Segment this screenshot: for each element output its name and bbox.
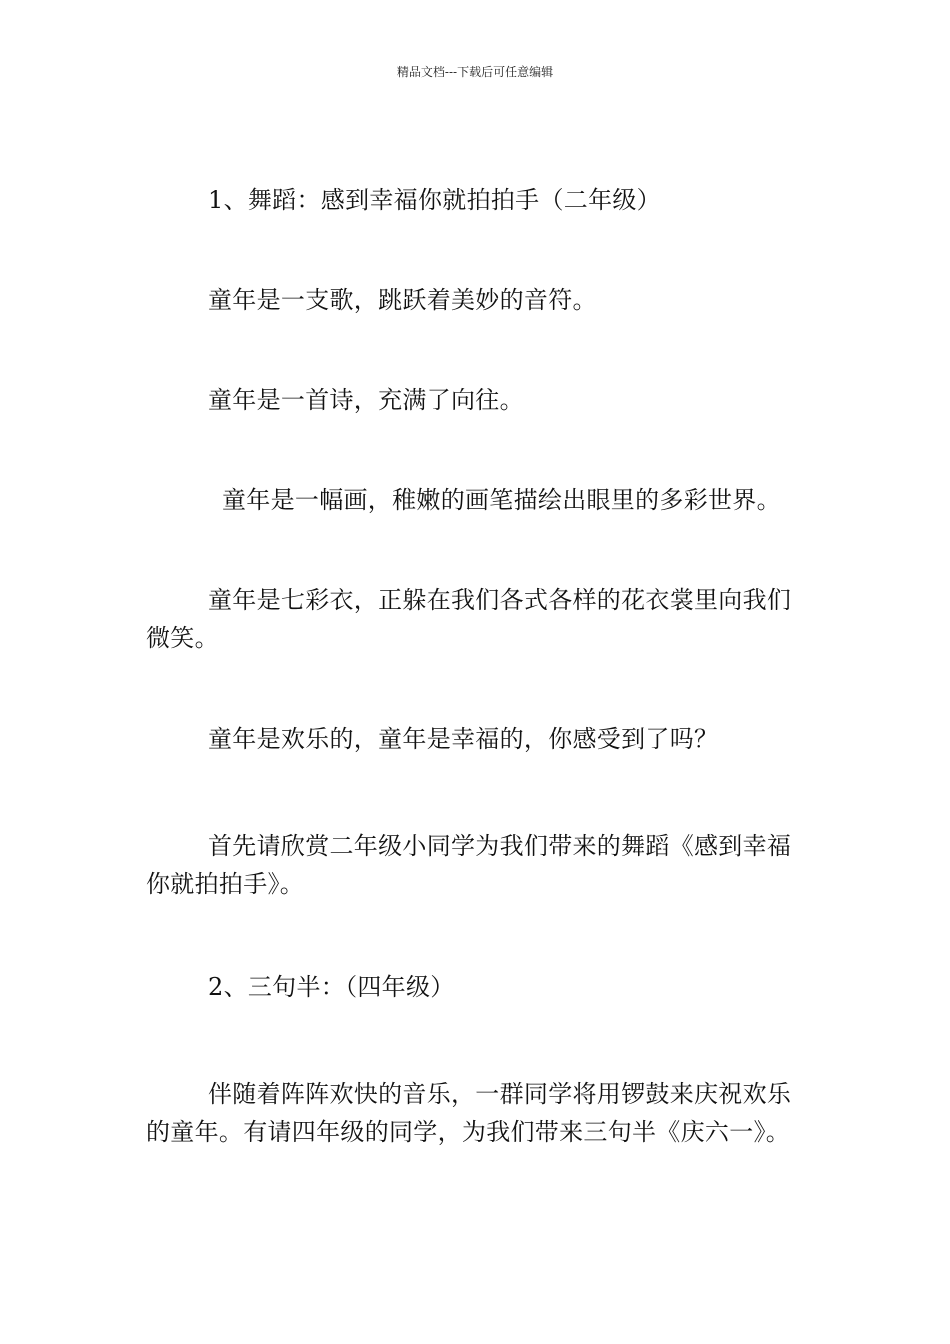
paragraph: 童年是七彩衣，正躲在我们各式各样的花衣裳里向我们微笑。 xyxy=(146,586,792,652)
paragraph: 童年是一支歌，跳跃着美妙的音符。 xyxy=(208,286,597,314)
paragraph: 童年是一幅画，稚嫩的画笔描绘出眼里的多彩世界。 xyxy=(222,486,781,514)
section-heading-sanjuban: 2、三句半：（四年级） xyxy=(208,973,455,1001)
paragraph: 伴随着阵阵欢快的音乐，一群同学将用锣鼓来庆祝欢乐的童年。有请四年级的同学，为我们带来三句半《庆六一》。 xyxy=(146,1080,792,1146)
paragraph: 童年是欢乐的，童年是幸福的，你感受到了吗？ xyxy=(208,725,719,753)
section-heading-dance: 1、舞蹈：感到幸福你就拍拍手（二年级） xyxy=(208,186,661,214)
paragraph: 首先请欣赏二年级小同学为我们带来的舞蹈《感到幸福你就拍拍手》。 xyxy=(146,832,792,898)
page-header: 精品文档---下载后可任意编辑 xyxy=(396,65,554,79)
paragraph: 童年是一首诗，充满了向往。 xyxy=(208,386,524,414)
